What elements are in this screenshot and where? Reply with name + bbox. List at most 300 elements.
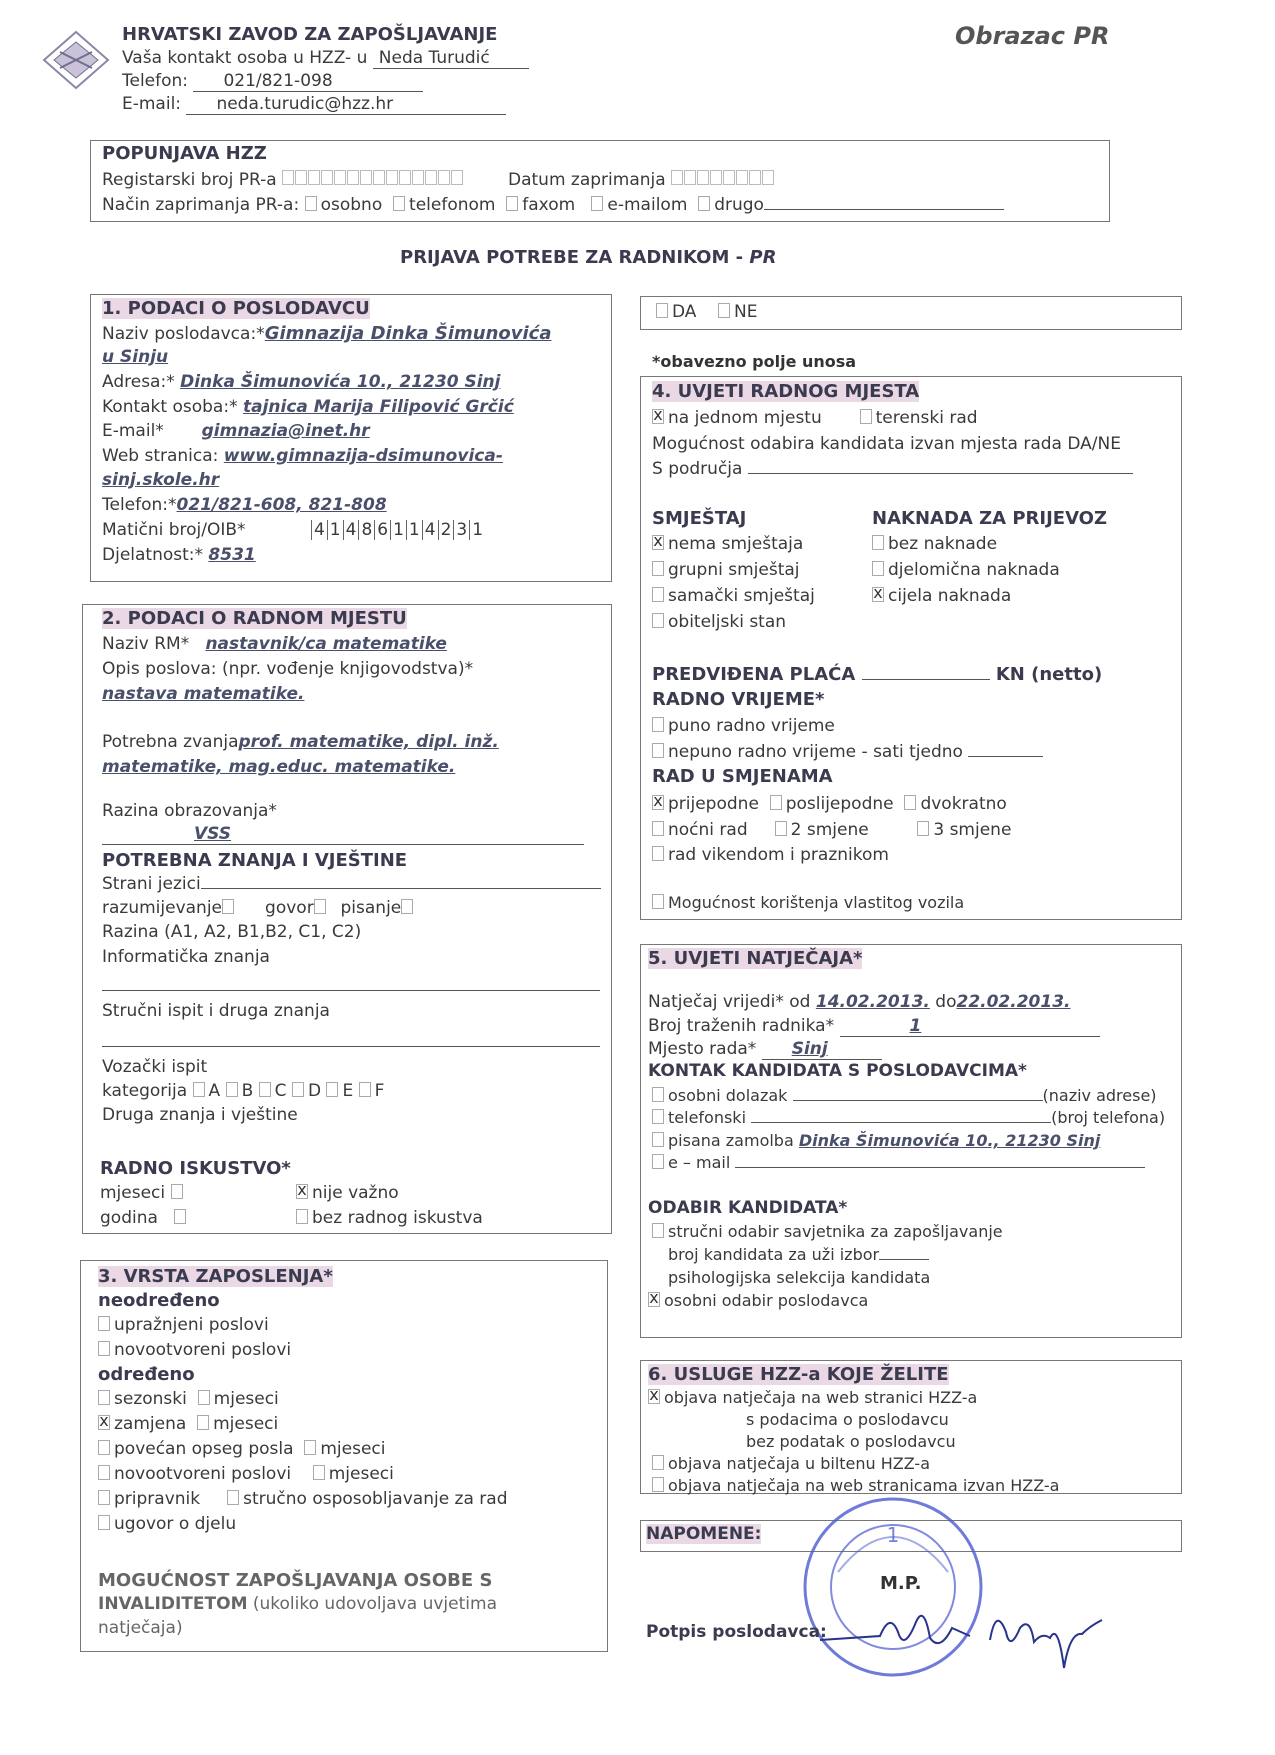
disability-bold: INVALIDITETOM [98,1594,248,1614]
written-value: Dinka Šimunovića 10., 21230 Sinj [798,1131,1101,1150]
s6-title [648,1364,949,1385]
disability-rest: (ukoliko udovoljava uvjetima [247,1594,497,1614]
email-label: E-mail: [122,94,182,114]
sel-4 [648,1291,868,1310]
s2-title [102,608,407,629]
contact-row [122,48,529,69]
bulletin-label: objava natječaja u biltenu HZZ-a [668,1454,931,1473]
hzz-box-title: POPUNJAVA HZZ [102,143,267,164]
intern-label: pripravnik [114,1489,201,1509]
method-checkbox-osobno[interactable] [305,196,317,211]
field-work-checkbox[interactable] [860,409,872,424]
salary-unit: KN (netto) [995,664,1103,685]
s2-exp-notimportant [296,1183,399,1203]
s6-opt-2 [652,1454,930,1473]
s1-contact-value: tajnica Marija Filipović Grčić [242,397,514,417]
new-jobs-indef-checkbox[interactable] [98,1341,110,1356]
da-ne-row [656,302,758,322]
s2-exp-none [296,1208,483,1228]
s2-exp-months [100,1183,187,1203]
cat-c-checkbox[interactable] [259,1082,271,1097]
seasonal-label: sezonski [114,1389,187,1409]
s5-selection-title: ODABIR KANDIDATA* [648,1198,848,1218]
oib-digit: 4 [311,520,327,540]
vacant-checkbox[interactable] [98,1316,110,1331]
phone-row [122,71,423,92]
salary-label: PREDVIĐENA PLAĆA [652,664,856,685]
contact-label: Vaša kontakt osoba u HZZ- u [122,48,368,68]
cat-b-checkbox[interactable] [226,1082,238,1097]
org-name: HRVATSKI ZAVOD ZA ZAPOŠLJAVANJE [122,24,498,45]
s3-indef: neodređeno [98,1290,220,1311]
method-checkbox-faxom[interactable] [506,196,518,211]
full-travel-label: cijela naknada [888,586,1012,606]
s2-titles-value: prof. matematike, dipl. inž. [238,732,499,752]
mandatory-note: *obavezno polje unosa [652,352,857,371]
web-publish-label: objava natječaja na web stranici HZZ-a [664,1388,978,1407]
s2-titles-value-2: matematike, mag.educ. matematike. [102,757,456,777]
replacement-label: zamjena [114,1414,187,1434]
split-checkbox[interactable] [904,795,916,810]
group-accom-label: grupni smještaj [668,560,800,580]
seasonal-checkbox[interactable] [98,1390,110,1405]
hours-full [652,716,835,736]
s2-edu-row [102,824,584,845]
phone-value: 021/821-098 [193,71,423,92]
training-label: stručno osposobljavanje za rad [243,1489,508,1509]
night-checkbox[interactable] [652,821,664,836]
s2-exp-years [100,1208,190,1228]
s3-title-text: 3. VRSTA ZAPOSLENJA* [98,1266,333,1287]
s3-newjobs [98,1464,394,1484]
email-value: neda.turudic@hzz.hr [186,94,506,115]
lang-understanding: razumijevanje [102,898,223,918]
cat-f: F [374,1081,385,1101]
s6-title-text: 6. USLUGE HZZ-a KOJE ŽELITE [648,1364,949,1385]
s2-level-label: Razina (A1, A2, B1,B2, C1, C2) [102,922,362,942]
method-checkbox-telefonom[interactable] [393,196,405,211]
web-publish-checkbox[interactable] [648,1389,660,1404]
s4-area-row [652,459,1133,479]
new-jobs-indef-label: novootvoreni poslovi [114,1340,292,1360]
part-time-checkbox[interactable] [652,743,664,758]
s2-category-label: kategorija [102,1081,188,1101]
sel-1-label: stručni odabir savjetnika za zapošljavanje [668,1222,1003,1241]
date-label: Datum zaprimanja [508,170,666,190]
cat-a-checkbox[interactable] [193,1082,205,1097]
s3-seasonal [98,1389,279,1409]
new-jobs-def-label: novootvoreni poslovi [114,1464,292,1484]
seasonal-months-field[interactable] [198,1390,210,1405]
no-exp-checkbox[interactable] [296,1209,308,1224]
partial-travel-checkbox[interactable] [872,561,884,576]
s3-title [98,1266,333,1287]
oib-digit: 3 [453,520,469,540]
shifts-row-3 [652,845,889,865]
cat-e: E [342,1081,354,1101]
no-accom-checkbox[interactable] [652,535,664,550]
s1-phone-row [102,495,387,515]
ne-checkbox[interactable] [718,303,730,318]
sel-1-checkbox[interactable] [652,1223,664,1238]
method-row [102,195,1004,215]
lang-writing-checkbox[interactable] [401,899,413,914]
s1-oib-digits [311,520,501,540]
sel-1 [652,1222,1003,1241]
accom-1 [652,534,803,554]
night-label: noćni rad [668,820,748,840]
travel-3 [872,586,1011,606]
external-web-label: objava natječaja na web stranicama izvan HZZ-a [668,1476,1060,1495]
s5-title-text: 5. UVJETI NATJEČAJA* [648,948,863,969]
shifts-row-2 [652,820,1011,840]
s4-area-label: S područja [652,459,743,479]
s6-opt-1 [648,1388,977,1407]
written-label: pisana zamolba [668,1131,794,1150]
oib-digit: 4 [422,520,438,540]
oib-digit: 6 [374,520,390,540]
s1-activity-value: 8531 [208,545,256,565]
s1-name-label: Naziv poslodavca:* [102,324,265,344]
s1-email-value: gimnazia@inet.hr [201,421,370,441]
own-car-checkbox[interactable] [652,894,664,909]
s4-shifts-title: RAD U SMJENAMA [652,766,833,787]
s4-hours-title: RADNO VRIJEME* [652,689,825,710]
phone-contact-hint: (broj telefona) [1051,1108,1166,1127]
sel-2 [668,1245,929,1264]
exp-years-field[interactable] [174,1209,186,1224]
svg-text:1: 1 [886,1523,900,1547]
new-jobs-months-label: mjeseci [328,1464,394,1484]
new-jobs-months-field[interactable] [313,1465,325,1480]
full-time-checkbox[interactable] [652,717,664,732]
oib-digit: 1 [406,520,422,540]
s1-address-label: Adresa:* [102,372,175,392]
method-osobno: osobno [320,195,383,215]
full-travel-checkbox[interactable] [872,587,884,602]
s6-opt-1a: s podacima o poslodavcu [746,1410,949,1429]
phone-label: Telefon: [122,71,189,91]
contract-checkbox[interactable] [98,1515,110,1530]
s1-web-value-2: sinj.skole.hr [102,470,220,490]
in-person-label: osobni dolazak [668,1086,788,1105]
date-field[interactable] [671,170,775,190]
method-faxom: faxom [522,195,576,215]
s2-driving-label: Vozački ispit [102,1057,208,1077]
afternoon-checkbox[interactable] [770,795,782,810]
weekend-label: rad vikendom i praznikom [668,845,889,865]
cat-a: A [208,1081,221,1101]
sel-4-checkbox[interactable] [648,1292,660,1307]
morning-label: prijepodne [668,794,759,814]
mp-label: M.P. [880,1573,922,1594]
valid-to: 22.02.2013. [956,992,1071,1012]
date-row [508,170,775,190]
two-shifts-label: 2 smjene [790,820,869,840]
da-checkbox[interactable] [656,303,668,318]
family-accom-label: obiteljski stan [668,612,787,632]
s5-title [648,948,862,969]
s2-other-label: Druga znanja i vještine [102,1105,298,1125]
cat-e-checkbox[interactable] [326,1082,338,1097]
s1-address-row [102,372,500,392]
email-contact-checkbox[interactable] [652,1154,664,1169]
sel-3 [668,1268,930,1287]
oib-digit: 8 [358,520,374,540]
s2-exam-label: Stručni ispit i druga znanja [102,1001,330,1021]
s3-disability-2 [98,1594,497,1614]
s1-address-value: Dinka Šimunovića 10., 21230 Sinj [180,372,501,392]
s3-increased [98,1439,386,1459]
shifts-row-1 [652,794,1007,814]
s1-title-text: 1. PODACI O POSLODAVCU [102,298,370,319]
not-important-label: nije važno [312,1183,399,1203]
valid-from: 14.02.2013. [815,992,930,1012]
da-label: DA [672,302,697,322]
hours-part [652,742,1043,762]
count-value: 1 [840,1016,1100,1037]
main-title-text: PRIJAVA POTREBE ZA RADNIKOM - [400,247,750,268]
s1-email-label: E-mail* [102,421,164,441]
lang-speaking: govor [265,898,314,918]
exp-years-label: godina [100,1208,158,1228]
s2-edu-label: Razina obrazovanja* [102,801,277,821]
replacement-months-label: mjeseci [213,1414,279,1434]
oib-digit: 1 [327,520,343,540]
s3-indef-opt-1 [98,1315,269,1335]
training-checkbox[interactable] [227,1490,239,1505]
afternoon-label: poslijepodne [785,794,894,814]
s2-lang-opts [102,898,417,918]
partial-travel-label: djelomična naknada [888,560,1060,580]
place-label: Mjesto rada* [648,1039,757,1059]
s1-oib-label: Matični broj/OIB* [102,520,246,540]
family-accom-checkbox[interactable] [652,613,664,628]
accom-4 [652,612,786,632]
one-place-label: na jednom mjestu [668,408,822,428]
two-shifts-checkbox[interactable] [775,821,787,836]
oib-digit: 2 [438,520,454,540]
s1-contact-label: Kontakt osoba:* [102,397,238,417]
oib-digit: 1 [469,520,485,540]
s3-disability-3: natječaja) [98,1618,183,1638]
method-drugo: drugo [714,195,764,215]
sel-3-label: psihologijska selekcija kandidata [668,1268,931,1287]
split-label: dvokratno [920,794,1007,814]
cat-d: D [307,1081,322,1101]
reg-number-row [102,170,464,190]
signature-label: Potpis poslodavca: [646,1622,827,1642]
s5-place-row [648,1039,882,1060]
s2-skills-title: POTREBNA ZNANJA I VJEŠTINE [102,850,408,871]
lang-understanding-checkbox[interactable] [222,899,234,914]
s5-count-row [648,1016,1100,1037]
single-accom-label: samački smještaj [668,586,815,606]
notes-label [646,1524,761,1544]
own-car-label: Mogućnost korištenja vlastitog vozila [668,893,965,912]
increased-checkbox[interactable] [98,1440,110,1455]
increased-months-label: mjeseci [320,1439,386,1459]
phone-contact-checkbox[interactable] [652,1109,664,1124]
s2-title-text: 2. PODACI O RADNOM MJESTU [102,608,407,629]
one-place-checkbox[interactable] [652,409,664,424]
group-accom-checkbox[interactable] [652,561,664,576]
main-title [400,247,776,268]
three-shifts-label: 3 smjene [933,820,1012,840]
phone-contact-label: telefonski [668,1108,747,1127]
s3-contract [98,1514,236,1534]
signature [820,1592,1110,1672]
part-time-label: nepuno radno vrijeme - sati tjedno [668,742,963,762]
s1-web-label: Web stranica: [102,446,219,466]
s5-written [652,1131,1100,1150]
s5-email [652,1153,1145,1172]
new-jobs-def-checkbox[interactable] [98,1465,110,1480]
s1-phone-value: 021/821-608, 821-808 [176,495,387,515]
s1-email-row [102,421,370,441]
s1-name-value-2: u Sinju [102,347,169,367]
lang-writing: pisanje [340,898,402,918]
no-travel-label: bez naknade [888,534,998,554]
cat-b: B [241,1081,254,1101]
s2-it-line [102,990,600,991]
reg-number-label: Registarski broj PR-a [102,170,277,190]
seasonal-months-label: mjeseci [213,1389,279,1409]
travel-1 [872,534,997,554]
sel-4-label: osobni odabir poslodavca [664,1291,869,1310]
s4-title [652,381,919,402]
in-person-checkbox[interactable] [652,1087,664,1102]
s2-rm-label: Naziv RM* [102,634,190,654]
sel-2-field[interactable] [879,1259,929,1260]
s6-opt-1b: bez podatak o poslodavcu [746,1432,956,1451]
contact-value: Neda Turudić [373,48,529,69]
method-email: e-mailom [607,195,688,215]
method-checkbox-drugo[interactable] [698,196,710,211]
valid-to-label: do [935,992,957,1012]
s2-titles-row [102,732,499,752]
s3-replacement [98,1414,278,1434]
email-row [122,94,506,115]
s2-lang-row [102,874,601,894]
s2-titles-label: Potrebna zvanja [102,732,239,752]
s2-exp-title: RADNO ISKUSTVO* [100,1158,291,1179]
cat-c: C [274,1081,287,1101]
cat-d-checkbox[interactable] [292,1082,304,1097]
oib-digit: 4 [343,520,359,540]
s2-exam-line [102,1046,600,1047]
method-checkbox-email[interactable] [591,196,603,211]
three-shifts-checkbox[interactable] [917,821,929,836]
s4-travel-title: NAKNADA ZA PRIJEVOZ [872,508,1108,529]
salary-field[interactable] [862,679,990,680]
hzz-logo [40,28,112,92]
ne-label: NE [734,302,758,322]
s2-it-label: Informatička znanja [102,947,270,967]
s2-desc-value: nastava matematike. [102,684,305,704]
s4-place-row [652,408,978,428]
morning-checkbox[interactable] [652,795,664,810]
increased-label: povećan opseg posla [114,1439,294,1459]
written-checkbox[interactable] [652,1132,664,1147]
accom-3 [652,586,815,606]
not-important-checkbox[interactable] [296,1184,308,1199]
s4-title-text: 4. UVJETI RADNOG MJESTA [652,381,920,402]
cat-f-checkbox[interactable] [359,1082,371,1097]
s1-web-row [102,446,503,466]
s2-category-row [102,1081,384,1101]
reg-number-field[interactable] [282,170,464,190]
replacement-checkbox[interactable] [98,1415,110,1430]
s2-lang-label: Strani jezici [102,874,201,894]
s3-intern [98,1489,508,1509]
notes-label-text: NAPOMENE: [646,1524,762,1544]
full-time-label: puno radno vrijeme [668,716,835,736]
travel-2 [872,560,1060,580]
s4-outside: Mogućnost odabira kandidata izvan mjesta rada DA/NE [652,434,1121,454]
intern-checkbox[interactable] [98,1490,110,1505]
s1-activity-label: Djelatnost:* [102,545,204,565]
s3-indef-opt-2 [98,1340,291,1360]
s5-in-person [652,1086,1157,1105]
no-accom-label: nema smještaja [668,534,804,554]
count-label: Broj traženih radnika* [648,1016,835,1036]
no-travel-checkbox[interactable] [872,535,884,550]
s2-desc-label: Opis poslova: (npr. vođenje knjigovodstva)* [102,659,474,679]
bulletin-checkbox[interactable] [652,1455,664,1470]
method-label: Način zaprimanja PR-a: [102,195,300,215]
replacement-months-field[interactable] [197,1415,209,1430]
accom-2 [652,560,800,580]
exp-months-label: mjeseci [100,1183,166,1203]
s5-phone [652,1108,1165,1127]
s1-oib-row [102,520,501,540]
oib-digit: 1 [390,520,406,540]
s4-accom-title: SMJEŠTAJ [652,508,747,529]
s1-contact-row [102,397,514,417]
external-web-checkbox[interactable] [652,1477,664,1492]
own-car-row [652,893,964,912]
exp-months-field[interactable] [171,1184,183,1199]
sel-2-label: broj kandidata za uži izbor [668,1245,880,1264]
field-work-label: terenski rad [875,408,978,428]
s3-disability-1: MOGUĆNOST ZAPOŠLJAVANJA OSOBE S [98,1570,493,1591]
lang-speaking-checkbox[interactable] [314,899,326,914]
method-telefonom: telefonom [409,195,496,215]
valid-label: Natječaj vrijedi* od [648,992,811,1012]
vacant-label: upražnjeni poslovi [114,1315,269,1335]
s5-valid-row [648,992,1071,1012]
s1-phone-label: Telefon:* [102,495,177,515]
s2-rm-row [102,634,447,654]
s1-name-value: Gimnazija Dinka Šimunovića [264,323,552,344]
s1-activity-row [102,545,256,565]
single-accom-checkbox[interactable] [652,587,664,602]
main-title-suffix: PR [749,247,777,268]
s5-contact-title: KONTAK KANDIDATA S POSLODAVCIMA* [648,1061,1027,1081]
weekend-checkbox[interactable] [652,846,664,861]
s2-edu-value: VSS [102,824,584,845]
email-contact-label: e – mail [668,1153,731,1172]
place-value: Sinj [762,1039,882,1060]
s3-def: određeno [98,1364,195,1385]
increased-months-field[interactable] [304,1440,316,1455]
form-name: Obrazac PR [955,22,1110,50]
s1-web-value: www.gimnazija-dsimunovica- [223,446,503,466]
contract-label: ugovor o djelu [114,1514,237,1534]
no-exp-label: bez radnog iskustva [312,1208,483,1228]
s1-title [102,298,370,319]
